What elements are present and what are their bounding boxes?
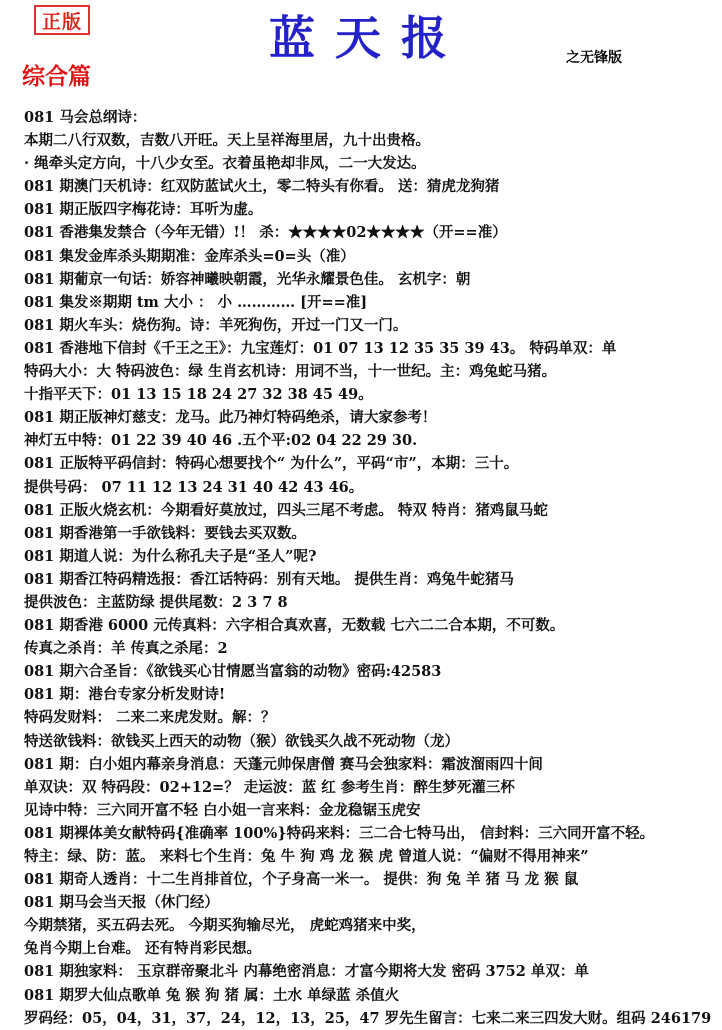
text-line: 081 期葡京一句话：娇容神曦映朝霞，光华永耀景色佳。 玄机字：朝 <box>24 270 471 288</box>
text-line: 081 期火车头：烧伤狗。诗：羊死狗伤，开过一门又一门。 <box>24 316 408 334</box>
text-line: 081 期澳门天机诗：红双防蓝试火土，零二特头有你看。 送：猜虎龙狗猪 <box>24 178 500 196</box>
edition-badge: 正版 <box>34 5 90 35</box>
newspaper-title: 蓝天报 <box>269 11 467 65</box>
text-line: 单双诀：双 特码段：02+12=？ 走运波：蓝 红 参考生肖：醉生梦死灌三杯 <box>24 778 515 796</box>
text-line: 081 马会总纲诗： <box>24 109 147 126</box>
text-line: 081 期香港第一手欲钱料：要钱去买双数。 <box>24 524 306 542</box>
text-line: 提供波色：主蓝防绿 提供尾数：2 3 7 8 <box>24 593 288 611</box>
text-line: 081 正版火烧玄机：今期看好莫放过，四头三尾不考虑。 特双 特肖：猪鸡鼠马蛇 <box>24 501 548 519</box>
text-line: 081 期马会当天报（休门经） <box>24 894 219 912</box>
text-line: 081 期六合圣旨：《欲钱买心甘情愿当富翁的动物》密码:42583 <box>24 663 442 681</box>
text-line: · 绳牵头定方向，十八少女至。衣着虽艳却非凤，二一大发达。 <box>24 155 426 173</box>
text-line: 081 期正版神灯慈支：龙马。此乃神灯特码绝杀，请大家参考！ <box>24 409 437 427</box>
text-line: 081 期：白小姐内幕亲身消息：天蓬元帅保唐僧 赛马会独家料：霜波溜雨四十间 <box>24 755 543 773</box>
text-line: 兔肖今期上台难。 还有特肖彩民想。 <box>24 940 262 958</box>
text-line: 081 期裸体美女献特码{准确率 100%}特码来料：三二合七特马出， 信封料：三六同开富不轻。 <box>24 824 655 842</box>
text-line: 081 正版特平码信封：特码心想要找个“ 为什么”，平码“市”，本期：三十。 <box>24 455 519 473</box>
text-line: 罗码经：05，04，31，37，24，12，13，25，47 罗先生留言：七来二来三四发大财。组码 246179 <box>24 1009 712 1027</box>
text-line: 提供号码： 07 11 12 13 24 31 40 42 43 46。 <box>24 478 364 496</box>
text-line: 081 香港地下信封《千王之王》：九宝莲灯：01 07 13 12 35 35 39 43。 特码单双：单 <box>24 339 617 357</box>
text-line: 081 期香江特码精选报：香江话特码：别有天地。 提供生肖：鸡兔牛蛇猪马 <box>24 570 514 588</box>
edition-label: 之无锋版 <box>566 50 622 66</box>
text-line: 特码大小：大 特码波色：绿 生肖玄机诗：用词不当，十一世纪。主：鸡兔蛇马猪。 <box>24 363 557 381</box>
text-line: 081 期奇人透肖：十二生肖排首位，个子身高一米一。 提供：狗 兔 羊 猪 马 龙 猴 鼠 <box>24 871 579 889</box>
text-line: 081 期香港 6000 元传真料：六字相合真欢喜，无数载 七六二二合本期，不可数。 <box>24 617 565 635</box>
text-line: 081 期罗大仙点歌单 兔 猴 狗 猪 属：土水 单绿蓝 杀值火 <box>24 986 400 1004</box>
text-line: 081 期道人说：为什么称孔夫子是“圣人”呢? <box>24 547 317 565</box>
text-line: 081 集发※期期 tm 大小 ： 小 ………… [开==准] <box>24 293 368 311</box>
section-heading: 综合篇 <box>22 64 91 90</box>
text-line: 本期二八行双数，吉数八开旺。天上呈祥海里居，九十出贵格。 <box>24 132 430 150</box>
text-line: 特送欲钱料：欲钱买上西天的动物（猴）欲钱买久战不死动物（龙） <box>24 732 459 750</box>
text-line: 081 期独家料： 玉京群帝聚北斗 内幕绝密消息：才富今期将大发 密码 3752 单双：单 <box>24 963 589 981</box>
text-line: 见诗中特：三六同开富不轻 白小姐一言来料：金龙稳锯玉虎安 <box>24 801 421 819</box>
text-line: 传真之杀肖：羊 传真之杀尾：2 <box>24 640 228 658</box>
text-line: 081 期正版四字梅花诗：耳听为虚。 <box>24 201 263 219</box>
text-line: 神灯五中特：01 22 39 40 46 .五个平:02 04 22 29 30. <box>24 432 418 450</box>
text-line: 今期禁猪，买五码去死。 今期买狗输尽光， 虎蛇鸡猪来中奖， <box>24 917 426 935</box>
text-line: 特主：绿、防：蓝。 来料七个生肖：兔 牛 狗 鸡 龙 猴 虎 曾道人说：“偏财不得用神来” <box>24 848 589 865</box>
text-line: 十指平天下：01 13 15 18 24 27 32 38 45 49。 <box>24 386 373 404</box>
text-line: 081 集发金库杀头期期准：金库杀头=0=头（准） <box>24 247 355 265</box>
text-line: 081 期：港台专家分析发财诗! <box>24 686 226 704</box>
article-body <box>24 106 714 1030</box>
text-line: 特码发财料： 二来二来虎发财。解：？ <box>24 709 276 727</box>
text-line: 081 香港集发禁合（今年无错）!！ 杀：★★★★02★★★★（开==准） <box>24 224 507 242</box>
